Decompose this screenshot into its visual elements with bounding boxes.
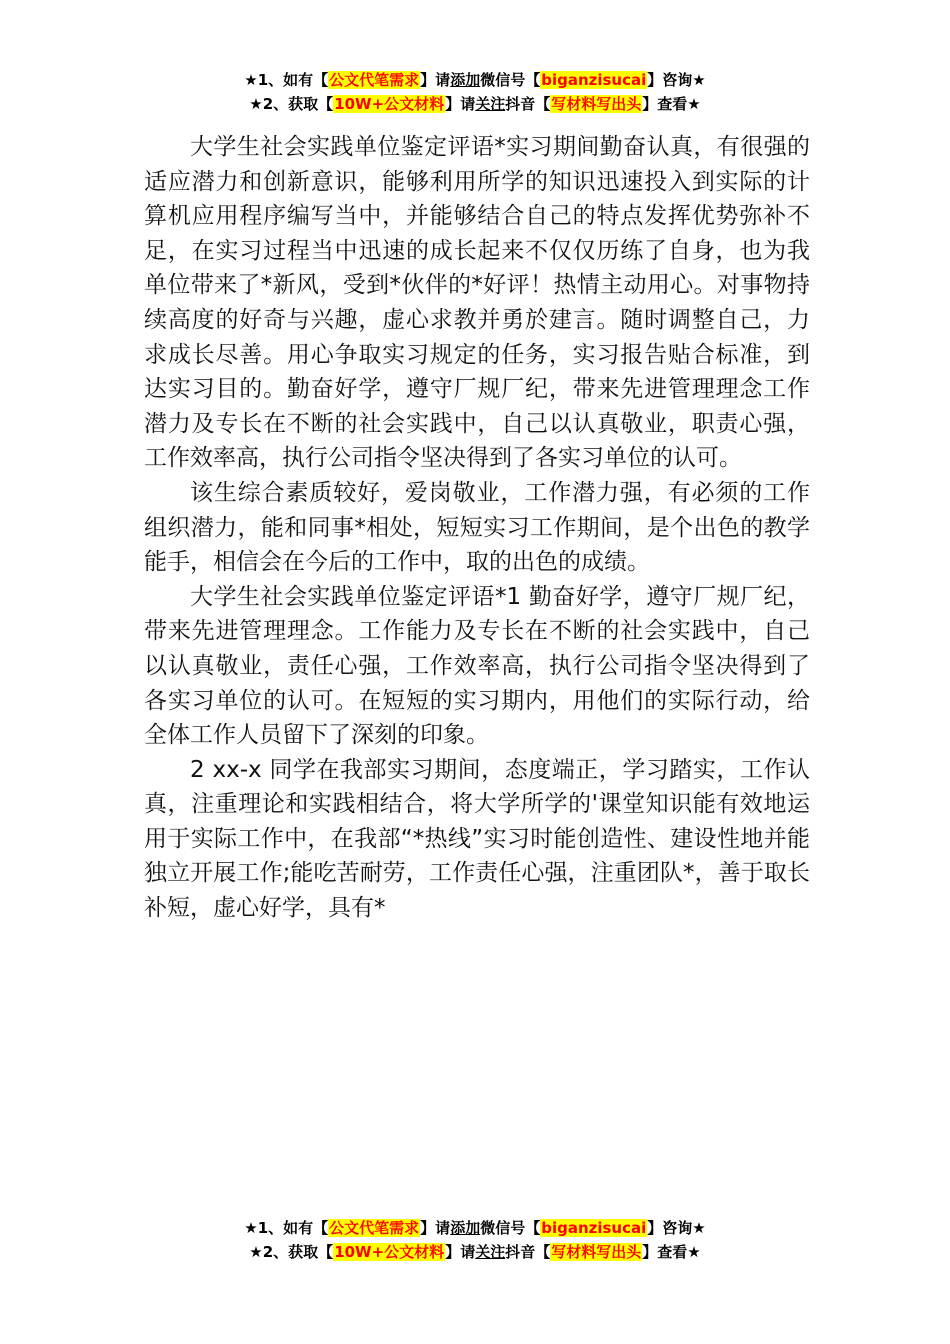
banner-underlined-text: 添加 [450,1219,481,1237]
banner-line-1 [0,1216,950,1240]
header-banner [0,68,950,116]
banner-text: 】请 [420,71,451,89]
paragraph-3: 大学生社会实践单位鉴定评语*1 勤奋好学，遵守厂规厂纪，带来先进管理理念。工作能力及专长在不断的社会实践中，自己以认真敬业，责任心强，工作效率高，执行公司指令坚决得到了各实习单位的认可。在短短的实习期内，用他们的实际行动，给全体工作人员留下了深刻的印象。 [144,583,810,749]
banner-text: 微信号【 [480,1219,541,1237]
highlight-wechat-id: biganzisucai [541,71,647,89]
banner-text: 】请 [420,1219,451,1237]
banner-underlined-text: 添加 [450,71,481,89]
highlight-service: 公文代笔需求 [329,71,420,89]
banner-underlined-text: 关注 [475,1243,506,1261]
banner-text: ★2、获取【 [249,95,334,113]
paragraph-1: 大学生社会实践单位鉴定评语*实习期间勤奋认真，有很强的适应潜力和创新意识，能够利用所学的知识迅速投入到实际的计算机应用程序编写当中，并能够结合自己的特点发挥优势弥补不足，在实习过程当中迅速的成长起来不仅仅历练了自身，也为我单位带来了*新风，受到*伙伴的*好评！热情主动用心。对事物持续高度的好奇与兴趣，虚心求教并勇於建言。随时调整自己，力求成长尽善。用心争取实习规定的任务，实习报告贴合标准，到达实习目的。勤奋好学，遵守厂规厂纪，带来先进管理理念工作潜力及专长在不断的社会实践中，自己以认真敬业，职责心强，工作效率高，执行公司指令坚决得到了各实习单位的认可。 [144,134,810,472]
banner-text: 】查看★ [642,95,701,113]
banner-underlined-text: 关注 [475,95,506,113]
banner-text: 抖音【 [505,95,551,113]
footer-banner [0,1216,950,1264]
banner-text: 】请 [445,1243,476,1261]
banner-text: 】咨询★ [647,71,706,89]
highlight-wechat-id: biganzisucai [541,1219,647,1237]
banner-text: 微信号【 [480,71,541,89]
document-body [144,130,810,926]
banner-text: ★1、如有【 [244,1219,329,1237]
highlight-douyin-account: 写材料写出头 [551,95,642,113]
banner-text: ★1、如有【 [244,71,329,89]
banner-line-1 [0,68,950,92]
highlight-materials: 10W+公文材料 [334,95,445,113]
paragraph-4: 2 xx-x 同学在我部实习期间，态度端正，学习踏实，工作认真，注重理论和实践相结合，将大学所学的'课堂知识能有效地运用于实际工作中，在我部“*热线”实习时能创造性、建设性地并能独立开展工作;能吃苦耐劳，工作责任心强，注重团队*，善于取长补短，虚心好学，具有* [144,756,810,922]
banner-text: 】请 [445,95,476,113]
banner-text: 抖音【 [505,1243,551,1261]
banner-text: 】咨询★ [647,1219,706,1237]
banner-text: 】查看★ [642,1243,701,1261]
banner-line-2 [0,1240,950,1264]
paragraph-2: 该生综合素质较好，爱岗敬业，工作潜力强，有必须的工作组织潜力，能和同事*相处，短短实习工作期间，是个出色的教学能手，相信会在今后的工作中，取的出色的成绩。 [144,479,810,576]
highlight-materials: 10W+公文材料 [334,1243,445,1261]
banner-text: ★2、获取【 [249,1243,334,1261]
highlight-douyin-account: 写材料写出头 [551,1243,642,1261]
banner-line-2 [0,92,950,116]
highlight-service: 公文代笔需求 [329,1219,420,1237]
